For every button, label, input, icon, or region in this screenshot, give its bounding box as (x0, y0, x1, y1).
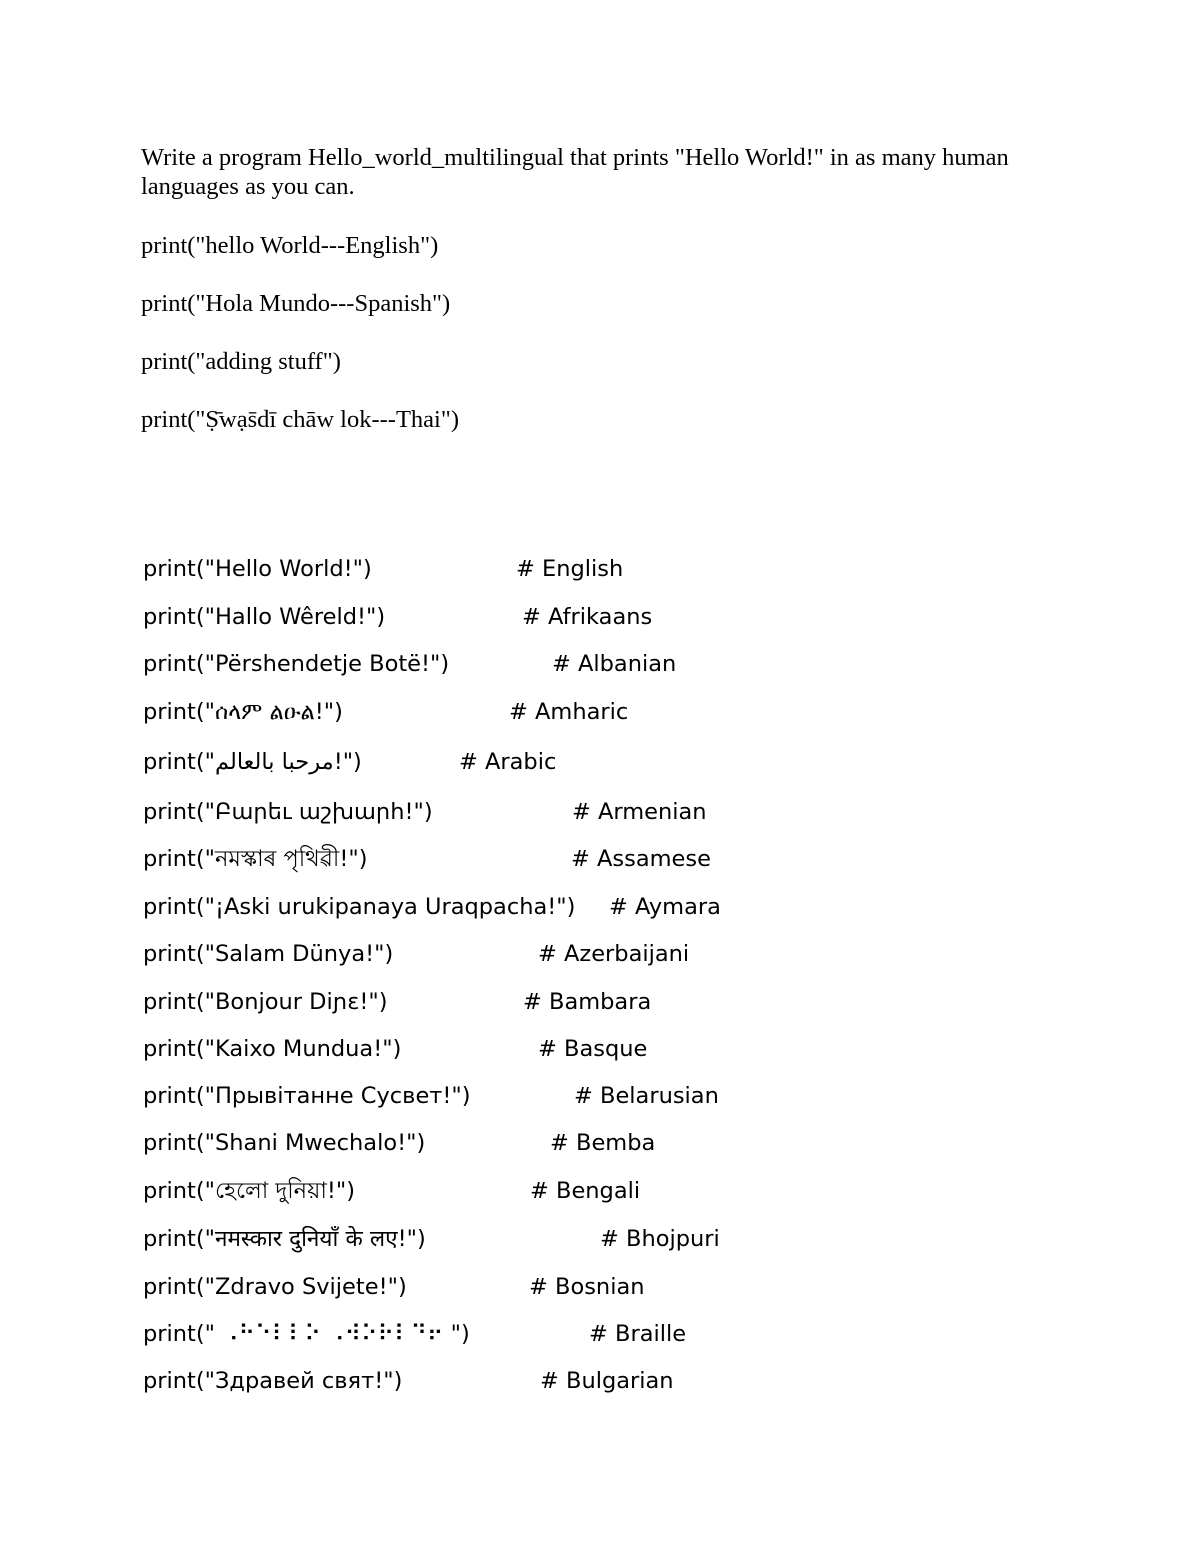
code-statement: print("Salam Dünya!") (143, 941, 394, 967)
code-statement: print("নমস্কাৰ পৃথিৱী!") (143, 846, 368, 872)
code-comment: # Arabic (459, 749, 557, 775)
code-statement: print("Բարեւ աշխարհ!") (143, 799, 433, 825)
code-statement: print("Zdravo Svijete!") (143, 1274, 407, 1300)
code-comment: # Bosnian (529, 1274, 645, 1300)
code-comment: # Azerbaijani (538, 941, 690, 967)
draft-line-english: print("hello World---English") (141, 232, 439, 259)
draft-line-thai: print("Ṣ̄wạs̄dī chāw lok---Thai") (141, 406, 459, 433)
code-statement: print("ሰላም ልዑል!") (143, 699, 343, 725)
code-comment: # Braille (589, 1321, 687, 1347)
code-comment: # Assamese (571, 846, 711, 872)
code-statement: print("Bonjour Diɲɛ!") (143, 989, 388, 1015)
code-statement: print("مرحبا بالعالم!") (143, 749, 362, 775)
code-comment: # Bemba (550, 1130, 656, 1156)
assignment-prompt: Write a program Hello_world_multilingual that prints "Hello World!" in as many human languages as you can. (141, 144, 1009, 200)
code-statement: print("Shani Mwechalo!") (143, 1130, 426, 1156)
code-comment: # Albanian (552, 651, 677, 677)
code-statement: print("Hallo Wêreld!") (143, 604, 386, 630)
draft-line-spanish: print("Hola Mundo---Spanish") (141, 290, 451, 317)
code-comment: # Bengali (530, 1178, 641, 1204)
code-comment: # Afrikaans (522, 604, 653, 630)
code-comment: # Bhojpuri (600, 1226, 720, 1252)
code-statement: print("Hello World!") (143, 556, 372, 582)
code-comment: # Basque (538, 1036, 648, 1062)
code-comment: # English (516, 556, 624, 582)
draft-line-stuff: print("adding stuff") (141, 348, 341, 375)
code-comment: # Armenian (572, 799, 707, 825)
code-statement: print("Прывітанне Сусвет!") (143, 1083, 471, 1109)
code-statement: print("হেলো দুনিয়া!") (143, 1178, 356, 1204)
code-comment: # Amharic (509, 699, 629, 725)
code-statement: print("Здравей свят!") (143, 1368, 403, 1394)
code-comment: # Belarusian (574, 1083, 719, 1109)
code-statement: print(" ⠠⠓⠑⠇⠇⠕ ⠠⠺⠕⠗⠇⠙⠖ ") (143, 1321, 470, 1347)
code-statement: print("Kaixo Mundua!") (143, 1036, 402, 1062)
code-statement: print("नमस्कार दुनियाँ के लए!") (143, 1226, 426, 1252)
code-statement: print("Përshendetje Botë!") (143, 651, 450, 677)
code-comment: # Bulgarian (540, 1368, 674, 1394)
code-comment: # Aymara (609, 894, 721, 920)
code-statement: print("¡Aski urukipanaya Uraqpacha!") (143, 894, 576, 920)
code-comment: # Bambara (523, 989, 652, 1015)
